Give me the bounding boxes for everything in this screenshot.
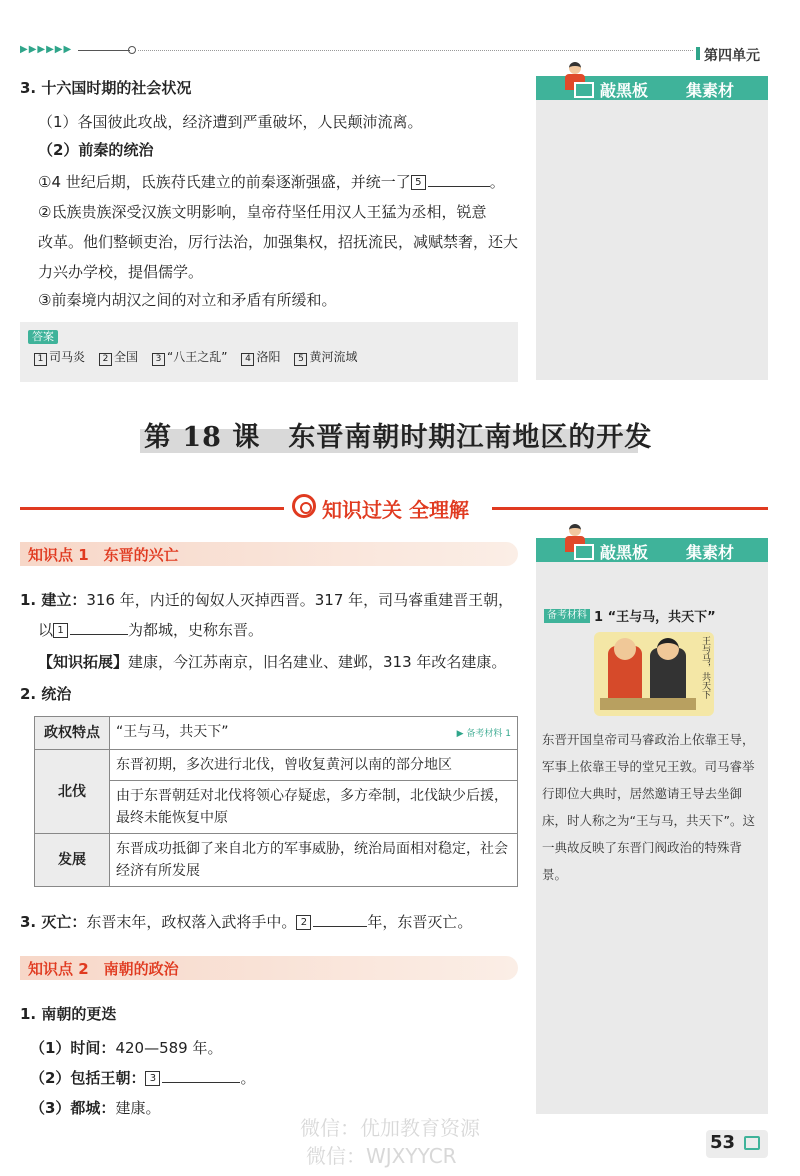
knowledge-extension	[38, 652, 506, 672]
watermark-line: 微信：优加教育资源	[300, 1116, 480, 1140]
watermark-line: 微信：WJXYYCR	[306, 1144, 457, 1168]
point-label: 1. 南朝的更迭	[20, 1005, 117, 1023]
blackboard-icon	[574, 544, 594, 560]
table-row	[35, 834, 518, 887]
answer-item: 5 黄河流域	[294, 348, 357, 366]
answer-item: 1 司马炎	[34, 348, 85, 366]
blank-number: 3	[145, 1071, 160, 1086]
item-label: （2）包括王朝：	[30, 1069, 146, 1087]
paragraph: ③前秦境内胡汉之间的对立和矛盾有所缓和。	[38, 291, 337, 309]
page-number: 53	[710, 1132, 736, 1153]
answer-item: 2 全国	[99, 348, 138, 366]
fill-blank[interactable]	[70, 620, 128, 635]
knowledge-point-title: 知识点 1 东晋的兴亡	[28, 546, 179, 564]
cartoon-illustration	[594, 632, 714, 716]
table-cell: 东晋成功抵御了来自北方的军事威胁，统治局面相对稳定，社会经济有所发展	[110, 834, 518, 887]
header-arrows: ▶▶▶▶▶▶	[20, 44, 73, 55]
paragraph: ②氐族贵族深受汉族文明影响，皇帝苻坚任用汉人王猛为丞相，锐意	[38, 203, 487, 221]
paragraph-with-blank	[38, 172, 505, 192]
knowledge-point-title: 知识点 2 南朝的政治	[28, 960, 179, 978]
table-cell: 东晋初期，多次进行北伐，曾收复黄河以南的部分地区	[110, 750, 518, 781]
banner-rule-right	[492, 507, 768, 510]
cart-icon	[744, 1136, 760, 1150]
list-item	[30, 1068, 255, 1088]
point-label: 1. 建立：	[20, 591, 87, 609]
sidebar-title-a: 敲黑板	[600, 81, 649, 100]
sidebar-title-a: 敲黑板	[600, 543, 649, 562]
text: 为都城，史称东晋。	[128, 621, 264, 639]
point-label: 3. 灭亡：	[20, 913, 87, 931]
banner-title: 知识过关 全理解	[322, 498, 469, 522]
item-label: （1）时间：	[30, 1039, 116, 1057]
header-circle	[128, 46, 136, 54]
sidebar-title-b: 集素材	[686, 81, 735, 100]
table-header-cell: 北伐	[35, 750, 110, 834]
answer-label: 答案	[28, 330, 58, 344]
cell-text: “王与马，共天下”	[116, 724, 229, 740]
knowledge-point-heading	[20, 542, 518, 566]
paragraph: 改革。他们整顿吏治，厉行法治，加强集权，招抚流民，减赋禁奢，还大	[38, 233, 519, 251]
fill-blank[interactable]	[162, 1068, 240, 1083]
text: 。	[489, 173, 505, 191]
table-cell	[110, 717, 518, 750]
blank-number: 1	[53, 623, 68, 638]
text: 东晋末年，政权落入武将手中。	[86, 913, 297, 931]
knowledge-point-heading	[20, 956, 518, 980]
extension-label: 【知识拓展】	[38, 653, 129, 671]
table-header-cell: 发展	[35, 834, 110, 887]
cartoon-caption: 王与马，共天下	[700, 636, 710, 699]
header-rule	[78, 50, 130, 51]
blackboard-icon	[574, 82, 594, 98]
text: 建康，今江苏南京，旧名建业、建邺，313 年改名建康。	[128, 653, 507, 671]
table-row	[35, 750, 518, 781]
paragraph: （1）各国彼此攻战，经济遭到严重破坏，人民颠沛流离。	[38, 113, 423, 131]
lesson-title: 第 18 课 东晋南朝时期江南地区的开发	[144, 422, 653, 453]
rule-table	[34, 716, 518, 887]
point-fall	[20, 912, 472, 932]
paragraph-with-blank	[38, 620, 263, 640]
text: 以	[38, 621, 54, 639]
text: 建康。	[115, 1099, 161, 1117]
text: 。	[240, 1069, 256, 1087]
item-label: （3）都城：	[30, 1099, 116, 1117]
point-establish	[20, 590, 513, 610]
blank-number: 2	[296, 915, 311, 930]
material-title: 1 “王与马，共天下”	[594, 610, 716, 625]
unit-label: 第四单元	[704, 48, 760, 64]
material-paragraph: 东晋开国皇帝司马睿政治上依靠王导，军事上依靠王导的堂兄王敦。司马睿举行即位大典时，居然邀请王导去坐御床，时人称之为“王与马，共天下”。这一典故反映了东晋门阀政治的特殊背景。	[542, 732, 755, 882]
sidebar-header	[536, 76, 768, 100]
text: 年，东晋灭亡。	[367, 913, 473, 931]
target-icon	[292, 494, 316, 518]
header-dotted-rule	[138, 50, 693, 51]
list-item	[30, 1098, 160, 1118]
material-label	[544, 606, 716, 625]
answer-box	[20, 322, 518, 382]
sidebar-title-b: 集素材	[686, 543, 735, 562]
fill-blank[interactable]	[428, 172, 490, 187]
page-number-badge	[706, 1130, 768, 1158]
sidebar-header	[536, 538, 768, 562]
banner-rule-left	[20, 507, 284, 510]
header-accent-bar	[696, 47, 700, 60]
answer-item: 3 “八王之乱”	[152, 348, 227, 366]
fill-blank[interactable]	[313, 912, 367, 927]
material-badge: 备考材料	[544, 609, 590, 623]
text: 316 年，内迁的匈奴人灭掉西晋。317 年，司马睿重建晋王朝，	[86, 591, 514, 609]
table-cell: 由于东晋朝廷对北伐将领心存疑虑，多方牵制，北伐缺少后援，最终未能恢复中原	[110, 781, 518, 834]
section-title: 3. 十六国时期的社会状况	[20, 79, 192, 97]
point-label: 2. 统治	[20, 685, 72, 703]
answer-item: 4 洛阳	[241, 348, 280, 366]
paragraph: 力兴办学校，提倡儒学。	[38, 263, 204, 281]
table-row	[35, 717, 518, 750]
reference-tag[interactable]: ▶ 备考材料 1	[456, 729, 511, 739]
list-item	[30, 1038, 222, 1058]
blank-number: 5	[411, 175, 426, 190]
text: 420—589 年。	[115, 1039, 223, 1057]
subheading: （2）前秦的统治	[38, 141, 154, 159]
lesson-title-block	[140, 415, 653, 453]
answer-list	[34, 348, 358, 366]
table-header-cell: 政权特点	[35, 717, 110, 750]
sidebar-panel-top	[536, 76, 768, 380]
text: ①4 世纪后期，氐族苻氏建立的前秦逐渐强盛，并统一了	[38, 173, 411, 191]
